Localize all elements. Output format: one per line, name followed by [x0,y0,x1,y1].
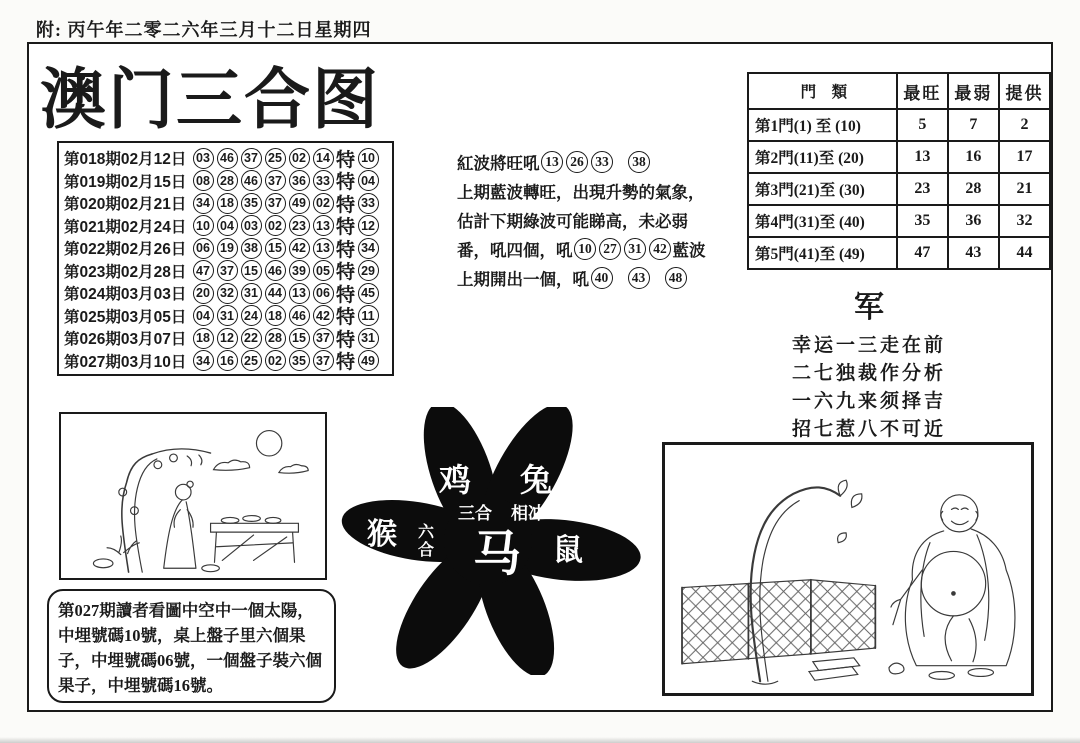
number-ball: 18 [193,328,214,349]
woman-under-tree-drawing [61,414,325,578]
robe-skirt [945,616,976,662]
reader-note: 第027期讀者看圖中空中一個太陽，中埋號碼10號，桌上盤子里六個果子，中埋號碼06號，一個盤子裝六個果子，中埋號碼16號。 [47,589,336,703]
poem-lines [792,332,1022,444]
result-period: 第023期02月28日 [64,263,187,281]
plate [243,516,261,522]
result-period: 第025期03月05日 [64,308,187,326]
results-table [57,141,394,376]
liuhe-label-top: 六 [417,524,435,541]
number-ball: 03 [193,148,214,169]
special-number-ball: 45 [358,283,379,304]
poem-line: 幸运一三走在前 [792,335,947,356]
number-ball: 28 [217,170,238,191]
buddha-navel [952,592,956,596]
leaves [838,480,862,507]
poem-line: 二七独裁作分析 [792,363,947,384]
cloud-icon [214,460,250,470]
number-ball: 03 [241,215,262,236]
special-label: 特 [336,172,356,194]
analysis-text: 估計下期綠波可能睇高，未必弱 [457,211,688,231]
analysis-number-ball: 27 [599,238,621,260]
number-ball: 37 [265,193,286,214]
number-ball: 32 [217,283,238,304]
number-ball: 08 [193,170,214,191]
zone-value: 28 [948,173,999,205]
zone-table-row [748,141,1050,173]
result-period: 第022期02月26日 [64,241,187,259]
number-ball: 15 [241,260,262,281]
zone-value: 13 [897,141,948,173]
scan-shadow [0,737,1080,743]
special-label: 特 [336,217,356,239]
number-ball: 25 [265,148,286,169]
buddha-ears [941,511,978,520]
rock [889,663,904,674]
special-label: 特 [336,307,356,329]
poem-line: 招七惹八不可近 [792,419,947,440]
result-period: 第026期03月07日 [64,331,187,349]
number-ball: 14 [313,148,334,169]
special-label: 特 [336,149,356,171]
main-frame [27,42,1053,712]
xiangchong-label: 相冲 [511,504,545,523]
analysis-number-ball: 38 [628,151,650,173]
zone-table-row [748,109,1050,141]
analysis-number-ball: 10 [574,238,596,260]
number-ball: 02 [313,193,334,214]
table-legs [214,532,294,562]
number-ball: 42 [289,238,310,259]
buddha-foot [968,669,993,677]
number-ball: 10 [193,215,214,236]
number-ball: 19 [217,238,238,259]
number-ball: 35 [241,193,262,214]
analysis-text: 紅波將旺吼 [457,153,540,173]
zodiac-rat-label: 鼠 [553,534,583,567]
tree-trunk-inner [134,459,156,572]
result-row [64,260,387,283]
zodiac-monkey-label: 猴 [367,518,397,551]
result-period: 第019期02月15日 [64,173,187,191]
result-row [64,350,387,373]
analysis-text: 番，吼四個，吼 [457,240,573,260]
result-period: 第024期03月03日 [64,286,187,304]
zone-value: 32 [999,205,1050,237]
special-label: 特 [336,329,356,351]
zone-table [747,72,1051,270]
analysis-number-ball: 43 [628,267,650,289]
tree-branch [152,449,211,454]
liuhe-label-bottom: 合 [417,542,435,559]
number-ball: 34 [193,350,214,371]
result-row [64,305,387,328]
number-ball: 13 [313,238,334,259]
page-title: 澳门三合图 [40,62,380,136]
table-top [211,523,299,532]
result-row [64,282,387,305]
special-number-ball: 33 [358,193,379,214]
tree-roots [752,681,777,684]
zone-range-label: 第3門(21)至 (30) [748,173,897,205]
right-illustration [662,442,1034,696]
result-row [64,215,387,238]
result-row [64,147,387,170]
number-ball: 46 [265,260,286,281]
zone-range-label: 第2門(11)至 (20) [748,141,897,173]
number-ball: 34 [193,193,214,214]
zone-value: 21 [999,173,1050,205]
result-period: 第020期02月21日 [64,196,187,214]
analysis-line [457,263,737,292]
analysis-line [457,234,737,263]
number-ball: 04 [217,215,238,236]
number-ball: 46 [241,170,262,191]
special-label: 特 [336,284,356,306]
buddha-robe [905,529,1015,666]
number-ball: 18 [265,305,286,326]
date-line: 附: 丙午年二零二六年三月十二日星期四 [36,20,372,40]
number-ball: 31 [217,305,238,326]
rock [202,565,220,572]
zone-value: 36 [948,205,999,237]
buddha-head [941,495,978,532]
analysis-number-ball: 42 [649,238,671,260]
analysis-number-ball: 40 [591,267,613,289]
number-ball: 02 [289,148,310,169]
cloud-icon [279,464,308,473]
zone-value: 17 [999,141,1050,173]
zone-table-header: 門 類 [748,73,897,109]
buddha-face [951,508,968,525]
zone-table-header: 提供 [999,73,1050,109]
result-row [64,327,387,350]
sanhe-label: 三合 [458,504,492,523]
number-ball: 37 [265,170,286,191]
analysis-line [457,176,737,205]
analysis-text: 上期藍波轉旺，出現升勢的氣象， [457,182,705,202]
zone-value: 5 [897,109,948,141]
zone-value: 2 [999,109,1050,141]
number-ball: 05 [313,260,334,281]
special-number-ball: 10 [358,148,379,169]
number-ball: 13 [313,215,334,236]
number-ball: 16 [217,350,238,371]
zone-value: 23 [897,173,948,205]
number-ball: 42 [313,305,334,326]
analysis-number-ball: 26 [566,151,588,173]
sun-icon [256,431,281,456]
number-ball: 37 [241,148,262,169]
number-ball: 20 [193,283,214,304]
zone-table-row [748,237,1050,269]
fence-panel [682,580,811,664]
number-ball: 31 [241,283,262,304]
number-ball: 12 [217,328,238,349]
special-label: 特 [336,262,356,284]
number-ball: 38 [241,238,262,259]
zone-table-row [748,173,1050,205]
zodiac-flower [340,407,645,675]
poem-title: 军 [854,291,884,324]
special-number-ball: 34 [358,238,379,259]
special-number-ball: 31 [358,328,379,349]
number-ball: 46 [217,148,238,169]
special-number-ball: 11 [358,305,379,326]
result-period: 第018期02月12日 [64,151,187,169]
number-ball: 39 [289,260,310,281]
number-ball: 36 [289,170,310,191]
number-ball: 02 [265,350,286,371]
analysis-text: 藍波 [672,240,706,260]
analysis-number-ball: 31 [624,238,646,260]
zone-table-row [748,205,1050,237]
book [809,667,858,681]
number-ball: 06 [313,283,334,304]
zodiac-flower-graphic [340,407,645,675]
special-number-ball: 49 [358,350,379,371]
fruit [170,454,178,462]
analysis-number-ball: 13 [541,151,563,173]
zodiac-horse-center-label: 马 [472,528,522,581]
number-ball: 28 [265,328,286,349]
number-ball: 06 [193,238,214,259]
number-ball: 22 [241,328,262,349]
special-label: 特 [336,194,356,216]
number-ball: 04 [193,305,214,326]
special-label: 特 [336,352,356,374]
number-ball: 13 [289,283,310,304]
fence-panel [811,580,875,654]
number-ball: 15 [289,328,310,349]
robe-folds [921,535,989,640]
fruit [154,461,162,469]
zone-range-label: 第4門(31)至 (40) [748,205,897,237]
special-number-ball: 04 [358,170,379,191]
poem-line: 一六九来须择吉 [792,391,947,412]
special-number-ball: 12 [358,215,379,236]
result-period: 第021期02月24日 [64,218,187,236]
analysis-line [457,147,737,176]
number-ball: 37 [217,260,238,281]
zone-range-label: 第5門(41)至 (49) [748,237,897,269]
falling-leaf [838,533,847,543]
analysis-text: 上期開出一個，吼 [457,269,589,289]
woman-hairbun [187,481,193,487]
buddha-foot [929,672,954,680]
number-ball: 35 [289,350,310,371]
number-ball: 37 [313,328,334,349]
zone-value: 16 [948,141,999,173]
plate [221,517,239,523]
zone-table-header: 最弱 [948,73,999,109]
poem-block [792,282,1022,444]
number-ball: 33 [313,170,334,191]
result-row [64,170,387,193]
special-number-ball: 29 [358,260,379,281]
number-ball: 18 [217,193,238,214]
zone-value: 35 [897,205,948,237]
analysis-number-ball: 48 [665,267,687,289]
number-ball: 37 [313,350,334,371]
buddha-staff [891,570,922,625]
analysis-line [457,205,737,234]
zone-value: 43 [948,237,999,269]
buddha-by-fence-drawing [665,445,1031,693]
zodiac-rabbit-label: 兔 [519,462,553,498]
number-ball: 24 [241,305,262,326]
analysis-number-ball: 33 [591,151,613,173]
zone-value: 44 [999,237,1050,269]
leaves [187,455,202,466]
analysis-text-block [457,147,737,292]
number-ball: 47 [193,260,214,281]
number-ball: 46 [289,305,310,326]
number-ball: 02 [265,215,286,236]
zone-value: 47 [897,237,948,269]
zone-range-label: 第1門(1) 至 (10) [748,109,897,141]
number-ball: 23 [289,215,310,236]
plate [265,517,281,523]
zodiac-rooster-label: 鸡 [438,462,472,498]
result-row [64,237,387,260]
left-illustration [59,412,327,580]
rock [93,559,113,568]
zone-table-header-row [748,73,1050,109]
special-label: 特 [336,239,356,261]
number-ball: 49 [289,193,310,214]
buddha-belly [921,551,985,615]
zone-value: 7 [948,109,999,141]
number-ball: 15 [265,238,286,259]
number-ball: 25 [241,350,262,371]
result-period: 第027期03月10日 [64,353,187,371]
number-ball: 44 [265,283,286,304]
result-row [64,192,387,215]
zone-table-header: 最旺 [897,73,948,109]
